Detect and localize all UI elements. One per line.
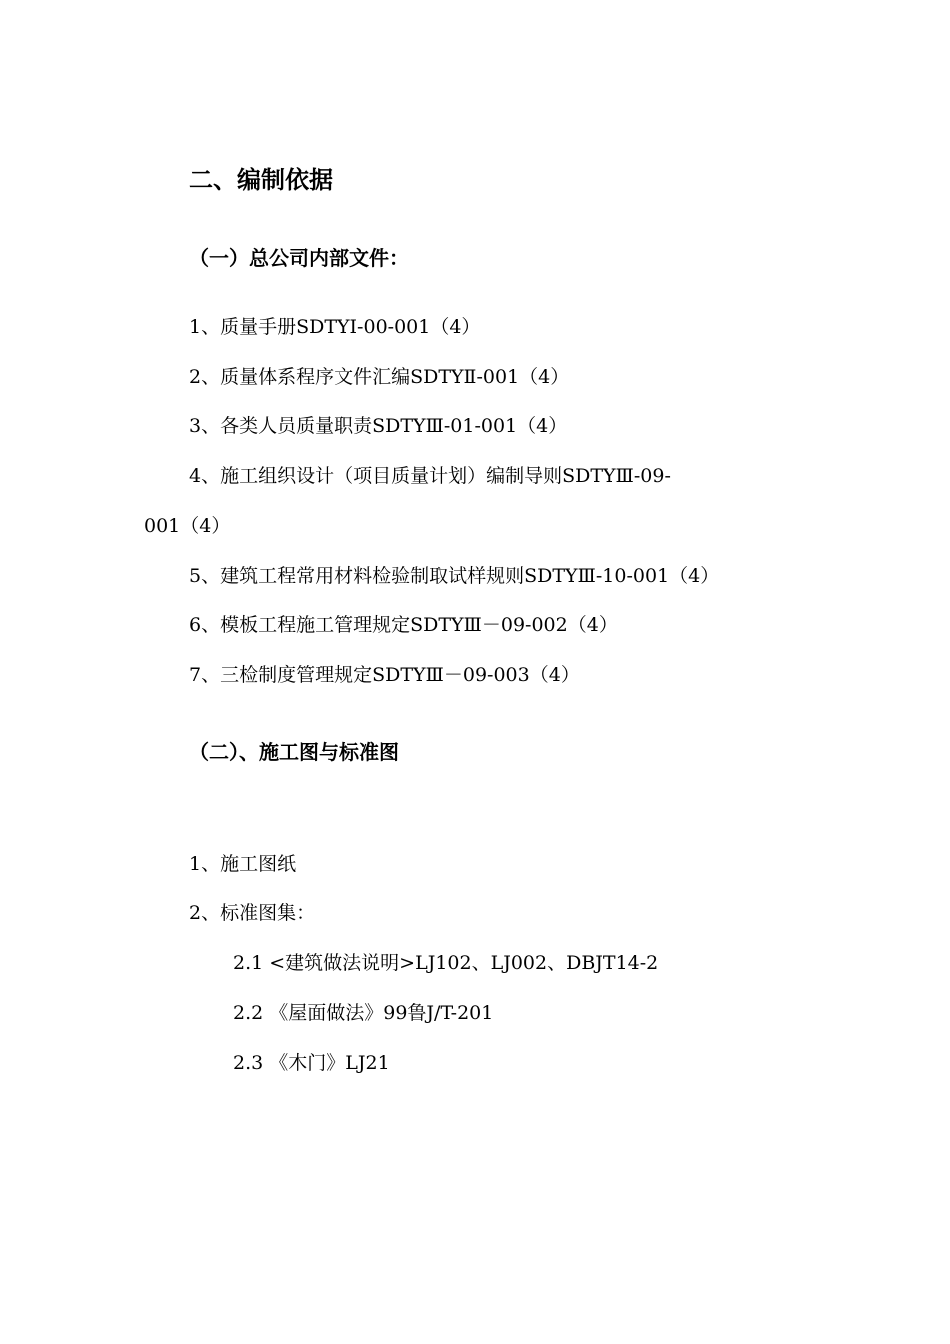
list-item: 2、标准图集： bbox=[189, 902, 316, 924]
list-item: 1、质量手册SDTYⅠ-00-001（4） bbox=[189, 316, 481, 338]
sub-list-item: 2.3 《木门》LJ21 bbox=[233, 1052, 390, 1074]
list-item: 2、质量体系程序文件汇编SDTYⅡ-001（4） bbox=[189, 366, 570, 388]
list-item: 4、施工组织设计（项目质量计划）编制导则SDTYⅢ-09- bbox=[189, 465, 671, 487]
subsection-title-internal-docs: （一）总公司内部文件： bbox=[189, 246, 409, 270]
list-item: 1、施工图纸 bbox=[189, 853, 297, 875]
list-item: 6、模板工程施工管理规定SDTYⅢ－09-002（4） bbox=[189, 614, 618, 636]
list-item: 5、建筑工程常用材料检验制取试样规则SDTYⅢ-10-001（4） bbox=[189, 565, 720, 587]
section-heading: 二、编制依据 bbox=[189, 166, 333, 194]
list-item: 3、各类人员质量职责SDTYⅢ-01-001（4） bbox=[189, 415, 568, 437]
list-item-continuation: 001（4） bbox=[144, 515, 231, 537]
sub-list-item: 2.1 <建筑做法说明>LJ102、LJ002、DBJT14-2 bbox=[233, 952, 659, 974]
subsection-title-drawings: （二）、施工图与标准图 bbox=[189, 740, 399, 764]
sub-list-item: 2.2 《屋面做法》99鲁J/T-201 bbox=[233, 1002, 494, 1024]
list-item: 7、三检制度管理规定SDTYⅢ－09-003（4） bbox=[189, 664, 580, 686]
